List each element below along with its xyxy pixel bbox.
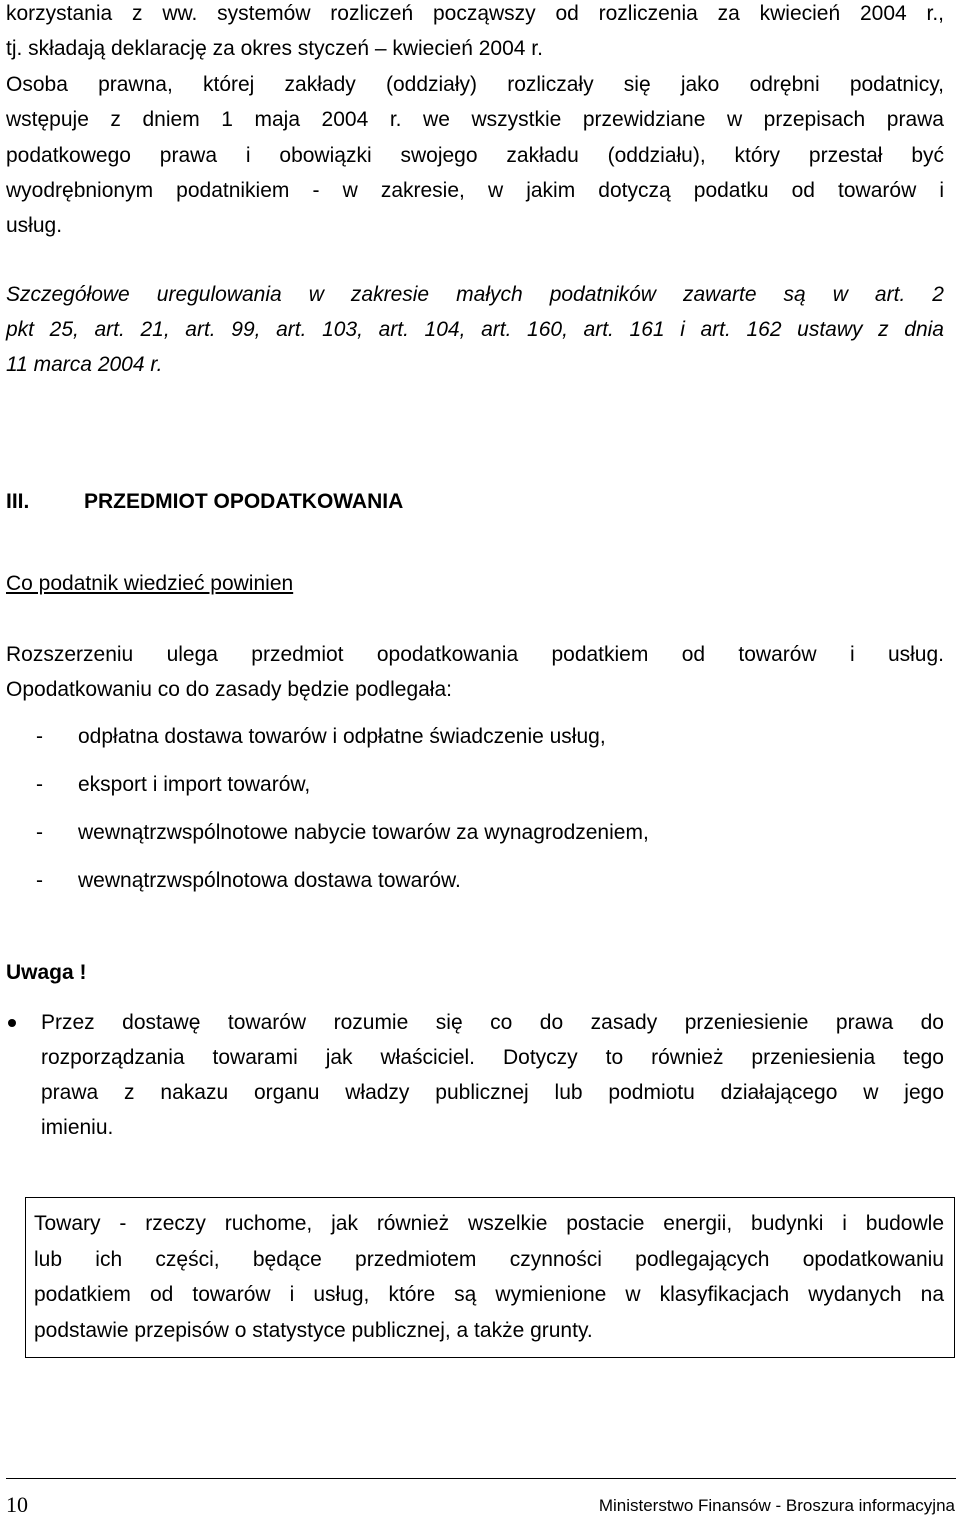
text-line: imieniu. — [41, 1116, 114, 1139]
intro-paragraph — [6, 0, 944, 244]
text-line: Szczegółowe uregulowania w zakresie małych podatników zawarte są w art. 2 — [6, 283, 944, 306]
list-item — [6, 863, 936, 898]
text-line: prawa z nakazu organu władzy publicznej lub podmiotu działającego w jego — [41, 1081, 944, 1104]
dash-bullet: - — [36, 821, 43, 844]
text-line: Przez dostawę towarów rozumie się co do zasady przeniesienie prawa do — [41, 1011, 944, 1034]
text-line: rozporządzania towarami jak właściciel. Dotyczy to również przeniesienia tego — [41, 1046, 944, 1069]
dash-bullet: - — [36, 773, 43, 796]
text-line: podstawie przepisów o statystyce publicznej, a także grunty. — [34, 1318, 593, 1342]
text-line: Rozszerzeniu ulega przedmiot opodatkowania podatkiem od towarów i usług. — [6, 643, 944, 666]
subheading: Co podatnik wiedzieć powinien — [6, 572, 294, 595]
list-item-text: odpłatna dostawa towarów i odpłatne świadczenie usług, — [78, 725, 606, 748]
text-line: podatkowego prawa i obowiązki swojego zakładu (oddziału), który przestał być — [6, 143, 944, 167]
definition-box — [25, 1197, 955, 1358]
text-line: korzystania z ww. systemów rozliczeń począwszy od rozliczenia za kwiecień 2004 r., — [6, 2, 944, 25]
list-item-text: eksport i import towarów, — [78, 773, 311, 796]
text-line: tj. składają deklarację za okres styczeń – kwiecień 2004 r. — [6, 37, 543, 61]
list-item-text: wewnątrzwspólnotowe nabycie towarów za wynagrodzeniem, — [78, 821, 649, 844]
dash-bullet: - — [36, 725, 43, 748]
note-bullet-item — [0, 1005, 960, 1155]
text-line: Osoba prawna, której zakłady (oddziały) rozliczały się jako odrębni podatnicy, — [6, 72, 944, 96]
list-item-text: wewnątrzwspólnotowa dostawa towarów. — [78, 869, 461, 892]
text-line: wstępuje z dniem 1 maja 2004 r. we wszystkie przewidziane w przepisach prawa — [6, 108, 944, 132]
list-item — [6, 815, 936, 850]
text-line: Opodatkowaniu co do zasady będzie podlegała: — [6, 678, 452, 701]
list-item — [6, 719, 936, 754]
definition-text — [34, 1206, 944, 1348]
text-line: podatkiem od towarów i usług, które są wymienione w klasyfikacjach wydanych na — [34, 1283, 944, 1306]
page-number: 10 — [6, 1492, 28, 1517]
section-number: III. — [6, 490, 30, 513]
text-line: lub ich części, będące przedmiotem czynności podlegających opodatkowaniu — [34, 1247, 944, 1271]
text-line: pkt 25, art. 21, art. 99, art. 103, art. 104, art. 160, art. 161 i art. 162 ustawy z dnia — [6, 318, 944, 341]
text-line: 11 marca 2004 r. — [6, 353, 163, 376]
taxable-activities-list — [6, 719, 936, 909]
bullet-dot-icon — [8, 1019, 16, 1027]
dash-bullet: - — [36, 869, 43, 892]
scope-paragraph — [6, 637, 944, 707]
note-label: Uwaga ! — [6, 961, 87, 984]
text-line: wyodrębnionym podatnikiem - w zakresie, w jakim dotyczą podatku od towarów i — [6, 178, 944, 202]
text-line: usług. — [6, 214, 63, 238]
section-title: PRZEDMIOT OPODATKOWANIA — [84, 490, 404, 513]
text-line: Towary - rzeczy ruchome, jak również wszelkie postacie energii, budynki i budowle — [34, 1212, 944, 1235]
note-bullet-text — [41, 1005, 944, 1145]
footer-rule — [6, 1478, 956, 1479]
footer-publisher: Ministerstwo Finansów - Broszura informacyjna — [598, 1496, 955, 1515]
small-taxpayers-paragraph — [6, 277, 944, 382]
list-item — [6, 767, 936, 802]
